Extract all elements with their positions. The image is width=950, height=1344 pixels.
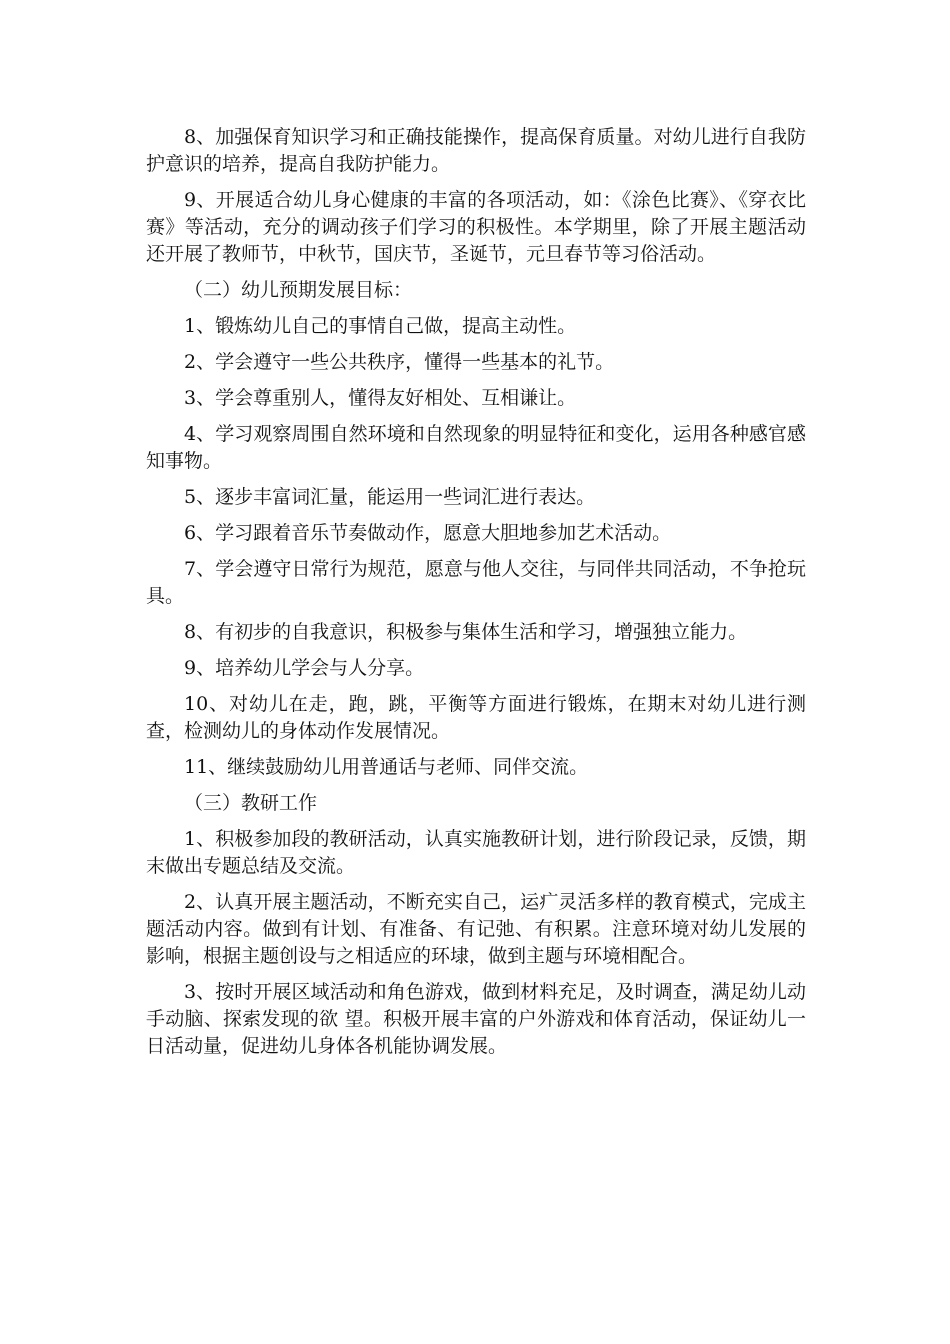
paragraph-9: 7、学会遵守日常行为规范，愿意与他人交往，与同伴共同活动，不争抢玩具。 (146, 558, 806, 607)
section-heading-3: （三）教研工作 (184, 792, 318, 814)
paragraph-1: 8、加强保育知识学习和正确技能操作，提高保育质量。对幼儿进行自我防护意识的培养，提高自我防护能力。 (146, 126, 806, 175)
paragraph-13: 11、继续鼓励幼儿用普通话与老师、同伴交流。 (184, 756, 589, 778)
section-heading-2: （二）幼儿预期发展目标： (184, 279, 413, 301)
paragraph-10: 8、有初步的自我意识，积极参与集体生活和学习，增强独立能力。 (184, 621, 748, 643)
paragraph-5: 3、学会尊重别人，懂得友好相处、互相谦让。 (184, 387, 577, 409)
document-body (146, 124, 806, 1069)
paragraph-16: 3、按时开展区域活动和角色游戏，做到材料充足，及时调查，满足幼儿动手动脑、探索发现的欲 望。积极开展丰富的户外游戏和体育活动，保证幼儿一日活动量，促进幼儿身体各机能协调发展。 (146, 981, 806, 1057)
paragraph-2: 9、开展适合幼儿身心健康的丰富的各项活动，如：《涂色比赛》、《穿衣比赛》等活动，充分的调动孩子们学习的积极性。本学期里，除了开展主题活动还开展了教师节，中秋节，国庆节，圣诞节，元旦春节等习俗活动。 (146, 189, 806, 265)
paragraph-15: 2、认真开展主题活动，不断充实自己，运疒灵活多样的教育模式，完成主题活动内容。做到有计划、有准备、有记弛、有积累。注意环境对幼儿发展的影响，根据主题创设与之相适应的环埭，做到主题与环境相配合。 (146, 891, 806, 967)
paragraph-6: 4、学习观察周围自然环境和自然现象的明显特征和变化，运用各种感官感知事物。 (146, 423, 806, 472)
paragraph-3: 1、锻炼幼儿自己的事情自己做，提高主动性。 (184, 315, 577, 337)
paragraph-8: 6、学习跟着音乐节奏做动作，愿意大胆地参加艺术活动。 (184, 522, 672, 544)
paragraph-4: 2、学会遵守一些公共秩序，懂得一些基本的礼节。 (184, 351, 615, 373)
paragraph-14: 1、积极参加段的教研活动，认真实施教研计划，进行阶段记录，反馈，期末做出专题总结及交流。 (146, 828, 806, 877)
paragraph-12: 10、对幼儿在走，跑，跳，平衡等方面进行锻炼，在期末对幼儿进行测查，检测幼儿的身体动作发展情况。 (146, 693, 806, 742)
paragraph-7: 5、逐步丰富词汇量，能运用一些词汇进行表达。 (184, 486, 596, 508)
paragraph-11: 9、培养幼儿学会与人分享。 (184, 657, 425, 679)
